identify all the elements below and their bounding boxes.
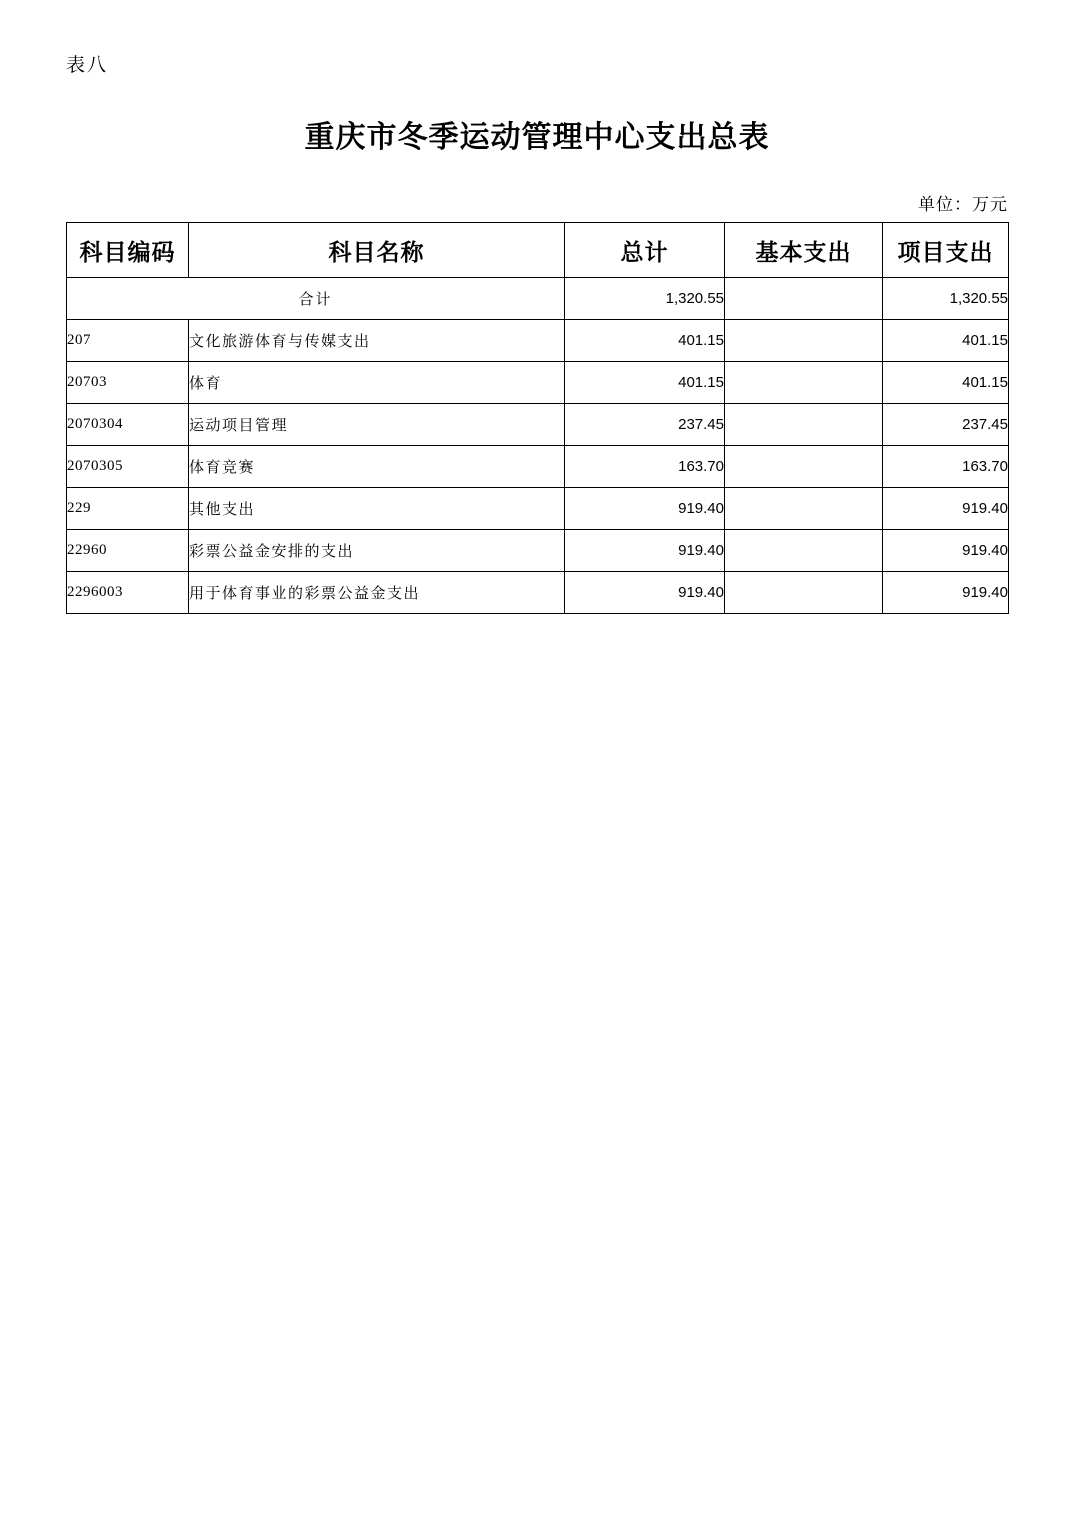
table-header-row <box>67 223 1009 278</box>
table-row <box>67 362 1009 404</box>
column-header-project: 项目支出 <box>883 223 1009 278</box>
row-code: 229 <box>67 488 189 530</box>
row-total: 919.40 <box>565 530 725 572</box>
row-name: 其他支出 <box>189 488 565 530</box>
row-basic <box>725 446 883 488</box>
sheet-number-label: 表八 <box>66 55 109 76</box>
row-code: 2070305 <box>67 446 189 488</box>
table-row <box>67 572 1009 614</box>
row-basic <box>725 572 883 614</box>
row-basic <box>725 362 883 404</box>
row-basic <box>725 320 883 362</box>
column-header-basic: 基本支出 <box>725 223 883 278</box>
table-body <box>67 278 1009 614</box>
row-name: 彩票公益金安排的支出 <box>189 530 565 572</box>
row-project: 919.40 <box>883 488 1009 530</box>
table-header <box>67 223 1009 278</box>
total-row-project: 1,320.55 <box>883 278 1009 320</box>
row-total: 401.15 <box>565 320 725 362</box>
table-row <box>67 446 1009 488</box>
expenditure-summary-table <box>66 222 1009 614</box>
column-header-name: 科目名称 <box>189 223 565 278</box>
row-code: 20703 <box>67 362 189 404</box>
table-row <box>67 404 1009 446</box>
row-basic <box>725 404 883 446</box>
row-code: 207 <box>67 320 189 362</box>
row-name: 用于体育事业的彩票公益金支出 <box>189 572 565 614</box>
row-project: 401.15 <box>883 362 1009 404</box>
row-name: 文化旅游体育与传媒支出 <box>189 320 565 362</box>
row-total: 919.40 <box>565 488 725 530</box>
table-row <box>67 320 1009 362</box>
unit-label: 单位：万元 <box>918 195 1008 214</box>
row-total: 163.70 <box>565 446 725 488</box>
row-project: 237.45 <box>883 404 1009 446</box>
total-row-total: 1,320.55 <box>565 278 725 320</box>
page-title: 重庆市冬季运动管理中心支出总表 <box>304 121 770 154</box>
row-name: 体育 <box>189 362 565 404</box>
table-row <box>67 530 1009 572</box>
row-code: 2070304 <box>67 404 189 446</box>
row-project: 919.40 <box>883 530 1009 572</box>
row-basic <box>725 488 883 530</box>
column-header-code: 科目编码 <box>67 223 189 278</box>
total-row-label: 合计 <box>67 278 565 320</box>
row-code: 2296003 <box>67 572 189 614</box>
row-total: 237.45 <box>565 404 725 446</box>
row-project: 163.70 <box>883 446 1009 488</box>
row-basic <box>725 530 883 572</box>
row-code: 22960 <box>67 530 189 572</box>
column-header-total: 总计 <box>565 223 725 278</box>
table-row-total <box>67 278 1009 320</box>
row-name: 体育竞赛 <box>189 446 565 488</box>
row-name: 运动项目管理 <box>189 404 565 446</box>
row-project: 919.40 <box>883 572 1009 614</box>
row-total: 401.15 <box>565 362 725 404</box>
row-project: 401.15 <box>883 320 1009 362</box>
table-row <box>67 488 1009 530</box>
total-row-basic <box>725 278 883 320</box>
row-total: 919.40 <box>565 572 725 614</box>
